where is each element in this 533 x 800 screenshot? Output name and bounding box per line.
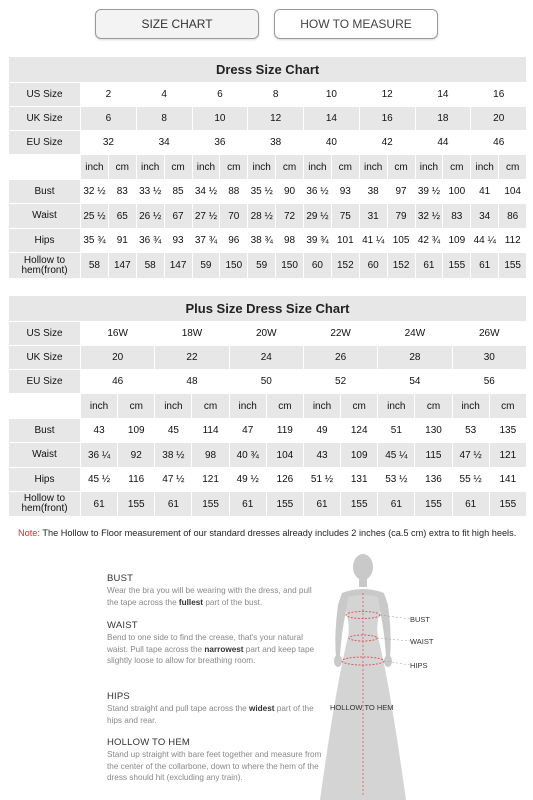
measure-row-waist bbox=[9, 443, 527, 468]
measure-bust-text: Wear the bra you will be wearing with the dress, and pull the tape across the fullest part of the bust. bbox=[107, 586, 312, 607]
measure-cell: 35 ¾ bbox=[81, 229, 109, 253]
figure-waist-label: WAIST bbox=[410, 637, 434, 646]
eu-size-cell: 34 bbox=[136, 131, 192, 155]
uk-size-label: UK Size bbox=[9, 346, 81, 370]
measure-cell: 61 bbox=[81, 492, 118, 517]
measure-cell: 49 ½ bbox=[229, 468, 266, 492]
us-size-cell: 2 bbox=[81, 83, 137, 107]
tab-size-chart[interactable]: SIZE CHART bbox=[95, 9, 259, 39]
measure-cell: 72 bbox=[276, 204, 304, 229]
uk-size-cell: 14 bbox=[304, 107, 360, 131]
uk-size-cell: 30 bbox=[452, 346, 526, 370]
figure-hollow-label: HOLLOW TO HEM bbox=[330, 703, 394, 712]
uk-size-cell: 16 bbox=[359, 107, 415, 131]
measure-cell: 83 bbox=[443, 204, 471, 229]
measure-bust-title: BUST bbox=[107, 573, 134, 584]
measure-cell: 31 bbox=[359, 204, 387, 229]
unit-inch: inch bbox=[303, 394, 340, 419]
measure-cell: 155 bbox=[266, 492, 303, 517]
unit-cm: cm bbox=[266, 394, 303, 419]
us-size-cell: 4 bbox=[136, 83, 192, 107]
measure-cell: 155 bbox=[341, 492, 378, 517]
measure-cell: 70 bbox=[220, 204, 248, 229]
measure-cell: 97 bbox=[387, 180, 415, 204]
measure-cell: 114 bbox=[192, 419, 229, 443]
uk-size-cell: 24 bbox=[229, 346, 303, 370]
chart-title-row bbox=[9, 57, 527, 83]
measure-cell: 32 ½ bbox=[81, 180, 109, 204]
measure-cell: 93 bbox=[164, 229, 192, 253]
measure-row-label: Hollow to hem(front) bbox=[9, 492, 81, 517]
measure-cell: 104 bbox=[499, 180, 527, 204]
measure-hips bbox=[107, 691, 322, 726]
unit-cm: cm bbox=[276, 155, 304, 180]
measure-cell: 43 bbox=[303, 443, 340, 468]
measure-cell: 155 bbox=[192, 492, 229, 517]
measure-cell: 101 bbox=[331, 229, 359, 253]
measure-row-hollow bbox=[9, 492, 527, 517]
us-size-cell: 8 bbox=[248, 83, 304, 107]
uk-size-cell: 28 bbox=[378, 346, 452, 370]
measure-cell: 85 bbox=[164, 180, 192, 204]
unit-row bbox=[9, 394, 527, 419]
measure-row-label: Waist bbox=[9, 443, 81, 468]
eu-size-cell: 32 bbox=[81, 131, 137, 155]
eu-size-cell: 42 bbox=[359, 131, 415, 155]
us-size-cell: 14 bbox=[415, 83, 471, 107]
measure-cell: 37 ¾ bbox=[192, 229, 220, 253]
measure-cell: 51 bbox=[378, 419, 415, 443]
us-size-row bbox=[9, 83, 527, 107]
measure-row-label: Waist bbox=[9, 204, 81, 229]
measure-cell: 43 bbox=[81, 419, 118, 443]
measure-cell: 47 bbox=[229, 419, 266, 443]
unit-inch: inch bbox=[192, 155, 220, 180]
measure-cell: 136 bbox=[415, 468, 452, 492]
measure-cell: 119 bbox=[266, 419, 303, 443]
measure-cell: 155 bbox=[489, 492, 526, 517]
measure-hips-title: HIPS bbox=[107, 691, 130, 702]
measure-row-label: Hollow to hem(front) bbox=[9, 253, 81, 279]
measure-cell: 75 bbox=[331, 204, 359, 229]
unit-corner bbox=[9, 155, 81, 180]
us-size-label: US Size bbox=[9, 83, 81, 107]
measure-row-bust bbox=[9, 419, 527, 443]
measure-cell: 35 ½ bbox=[248, 180, 276, 204]
measure-cell: 88 bbox=[220, 180, 248, 204]
measure-cell: 55 ½ bbox=[452, 468, 489, 492]
plus-size-chart bbox=[8, 295, 527, 517]
note-label: Note: bbox=[18, 528, 40, 538]
uk-size-cell: 20 bbox=[81, 346, 155, 370]
measure-cell: 45 ¼ bbox=[378, 443, 415, 468]
us-size-cell: 10 bbox=[304, 83, 360, 107]
measure-cell: 96 bbox=[220, 229, 248, 253]
measure-cell: 61 bbox=[452, 492, 489, 517]
measure-cell: 100 bbox=[443, 180, 471, 204]
measure-cell: 45 ½ bbox=[81, 468, 118, 492]
us-size-label: US Size bbox=[9, 322, 81, 346]
measure-waist-text: Bend to one side to find the crease, that's your natural waist. Pull tape across the narrowest part and keep tape slightly loose to allow for breathing room. bbox=[107, 633, 315, 665]
measure-row-label: Hips bbox=[9, 468, 81, 492]
measure-row-hips bbox=[9, 468, 527, 492]
unit-inch: inch bbox=[136, 155, 164, 180]
us-size-cell: 18W bbox=[155, 322, 229, 346]
note-text bbox=[18, 528, 516, 538]
measure-cell: 155 bbox=[499, 253, 527, 279]
measure-cell: 126 bbox=[266, 468, 303, 492]
eu-size-cell: 46 bbox=[81, 370, 155, 394]
unit-cm: cm bbox=[387, 155, 415, 180]
measure-cell: 53 ½ bbox=[378, 468, 415, 492]
measure-cell: 34 bbox=[471, 204, 499, 229]
unit-cm: cm bbox=[443, 155, 471, 180]
eu-size-cell: 44 bbox=[415, 131, 471, 155]
eu-size-row bbox=[9, 131, 527, 155]
chart-title-row bbox=[9, 296, 527, 322]
unit-inch: inch bbox=[415, 155, 443, 180]
measure-cell: 29 ½ bbox=[304, 204, 332, 229]
measure-row-label: Bust bbox=[9, 180, 81, 204]
eu-size-cell: 50 bbox=[229, 370, 303, 394]
measure-cell: 40 ¾ bbox=[229, 443, 266, 468]
us-size-cell: 16 bbox=[471, 83, 527, 107]
measure-cell: 39 ¾ bbox=[304, 229, 332, 253]
measure-row-label: Hips bbox=[9, 229, 81, 253]
measure-cell: 109 bbox=[341, 443, 378, 468]
unit-inch: inch bbox=[304, 155, 332, 180]
unit-cm: cm bbox=[499, 155, 527, 180]
uk-size-cell: 20 bbox=[471, 107, 527, 131]
measure-cell: 155 bbox=[118, 492, 155, 517]
chart-title: Plus Size Dress Size Chart bbox=[9, 296, 527, 322]
measure-cell: 25 ½ bbox=[81, 204, 109, 229]
measure-cell: 61 bbox=[378, 492, 415, 517]
measure-cell: 27 ½ bbox=[192, 204, 220, 229]
measure-cell: 36 ¼ bbox=[81, 443, 118, 468]
dress-size-chart bbox=[8, 56, 527, 279]
unit-row bbox=[9, 155, 527, 180]
measure-row-hips bbox=[9, 229, 527, 253]
measure-cell: 33 ½ bbox=[136, 180, 164, 204]
unit-cm: cm bbox=[331, 155, 359, 180]
measure-cell: 112 bbox=[499, 229, 527, 253]
measure-cell: 26 ½ bbox=[136, 204, 164, 229]
measure-row-waist bbox=[9, 204, 527, 229]
measure-cell: 41 ¼ bbox=[359, 229, 387, 253]
measure-cell: 47 ½ bbox=[452, 443, 489, 468]
uk-size-cell: 18 bbox=[415, 107, 471, 131]
measure-cell: 65 bbox=[108, 204, 136, 229]
measure-hollow-to-hem bbox=[107, 737, 322, 784]
eu-size-cell: 54 bbox=[378, 370, 452, 394]
measure-cell: 42 ¾ bbox=[415, 229, 443, 253]
unit-corner bbox=[9, 394, 81, 419]
unit-cm: cm bbox=[415, 394, 452, 419]
uk-size-cell: 10 bbox=[192, 107, 248, 131]
measure-cell: 60 bbox=[359, 253, 387, 279]
measure-cell: 61 bbox=[415, 253, 443, 279]
eu-size-cell: 40 bbox=[304, 131, 360, 155]
measure-cell: 121 bbox=[192, 468, 229, 492]
unit-cm: cm bbox=[164, 155, 192, 180]
uk-size-cell: 8 bbox=[136, 107, 192, 131]
measure-cell: 155 bbox=[443, 253, 471, 279]
unit-inch: inch bbox=[471, 155, 499, 180]
measure-bust bbox=[107, 573, 322, 608]
measure-cell: 98 bbox=[276, 229, 304, 253]
us-size-cell: 12 bbox=[359, 83, 415, 107]
measure-cell: 115 bbox=[415, 443, 452, 468]
measure-cell: 47 ½ bbox=[155, 468, 192, 492]
measure-cell: 38 bbox=[359, 180, 387, 204]
unit-cm: cm bbox=[108, 155, 136, 180]
measure-cell: 45 bbox=[155, 419, 192, 443]
us-size-row bbox=[9, 322, 527, 346]
measure-cell: 51 ½ bbox=[303, 468, 340, 492]
uk-size-cell: 22 bbox=[155, 346, 229, 370]
measure-cell: 86 bbox=[499, 204, 527, 229]
us-size-cell: 24W bbox=[378, 322, 452, 346]
measure-cell: 141 bbox=[489, 468, 526, 492]
uk-size-cell: 6 bbox=[81, 107, 137, 131]
measure-waist bbox=[107, 620, 322, 667]
measure-cell: 150 bbox=[276, 253, 304, 279]
eu-size-cell: 46 bbox=[471, 131, 527, 155]
measure-cell: 36 ½ bbox=[304, 180, 332, 204]
dress-figure bbox=[318, 545, 468, 800]
figure-bust-label: BUST bbox=[410, 615, 431, 624]
chart-title: Dress Size Chart bbox=[9, 57, 527, 83]
measure-cell: 53 bbox=[452, 419, 489, 443]
measure-cell: 79 bbox=[387, 204, 415, 229]
measure-cell: 58 bbox=[136, 253, 164, 279]
measure-cell: 130 bbox=[415, 419, 452, 443]
unit-inch: inch bbox=[155, 394, 192, 419]
unit-inch: inch bbox=[81, 394, 118, 419]
unit-cm: cm bbox=[220, 155, 248, 180]
measure-cell: 124 bbox=[341, 419, 378, 443]
note-body: The Hollow to Floor measurement of our standard dresses already includes 2 inches (ca.5 cm) extra to fit high heels. bbox=[39, 528, 517, 538]
measure-row-label: Bust bbox=[9, 419, 81, 443]
measure-cell: 93 bbox=[331, 180, 359, 204]
measure-waist-title: WAIST bbox=[107, 620, 138, 631]
measure-cell: 59 bbox=[248, 253, 276, 279]
measure-cell: 155 bbox=[415, 492, 452, 517]
unit-inch: inch bbox=[248, 155, 276, 180]
measure-cell: 152 bbox=[387, 253, 415, 279]
measure-cell: 105 bbox=[387, 229, 415, 253]
measure-cell: 28 ½ bbox=[248, 204, 276, 229]
eu-size-row bbox=[9, 370, 527, 394]
measure-cell: 32 ½ bbox=[415, 204, 443, 229]
uk-size-label: UK Size bbox=[9, 107, 81, 131]
measure-cell: 61 bbox=[471, 253, 499, 279]
measure-cell: 91 bbox=[108, 229, 136, 253]
measure-cell: 135 bbox=[489, 419, 526, 443]
tab-bar bbox=[0, 9, 533, 39]
measure-cell: 104 bbox=[266, 443, 303, 468]
measure-cell: 83 bbox=[108, 180, 136, 204]
eu-size-cell: 48 bbox=[155, 370, 229, 394]
measure-cell: 116 bbox=[118, 468, 155, 492]
eu-size-cell: 56 bbox=[452, 370, 526, 394]
us-size-cell: 20W bbox=[229, 322, 303, 346]
measure-cell: 121 bbox=[489, 443, 526, 468]
us-size-cell: 26W bbox=[452, 322, 526, 346]
eu-size-label: EU Size bbox=[9, 131, 81, 155]
eu-size-cell: 38 bbox=[248, 131, 304, 155]
measure-row-hollow bbox=[9, 253, 527, 279]
measure-cell: 59 bbox=[192, 253, 220, 279]
measure-cell: 41 bbox=[471, 180, 499, 204]
unit-cm: cm bbox=[118, 394, 155, 419]
unit-inch: inch bbox=[81, 155, 109, 180]
measure-cell: 109 bbox=[118, 419, 155, 443]
measure-cell: 36 ¾ bbox=[136, 229, 164, 253]
measure-cell: 61 bbox=[155, 492, 192, 517]
figure-hips-label: HIPS bbox=[410, 661, 428, 670]
unit-inch: inch bbox=[378, 394, 415, 419]
uk-size-cell: 26 bbox=[303, 346, 377, 370]
measure-cell: 39 ½ bbox=[415, 180, 443, 204]
unit-cm: cm bbox=[192, 394, 229, 419]
eu-size-label: EU Size bbox=[9, 370, 81, 394]
measure-cell: 67 bbox=[164, 204, 192, 229]
tab-how-to-measure[interactable]: HOW TO MEASURE bbox=[274, 9, 438, 39]
measure-row-bust bbox=[9, 180, 527, 204]
eu-size-cell: 52 bbox=[303, 370, 377, 394]
measure-cell: 38 ½ bbox=[155, 443, 192, 468]
eu-size-cell: 36 bbox=[192, 131, 248, 155]
measure-cell: 61 bbox=[229, 492, 266, 517]
uk-size-row bbox=[9, 346, 527, 370]
measure-cell: 90 bbox=[276, 180, 304, 204]
measure-cell: 109 bbox=[443, 229, 471, 253]
unit-inch: inch bbox=[359, 155, 387, 180]
measure-hollow-title: HOLLOW TO HEM bbox=[107, 737, 191, 748]
measure-cell: 44 ¼ bbox=[471, 229, 499, 253]
unit-inch: inch bbox=[229, 394, 266, 419]
us-size-cell: 16W bbox=[81, 322, 155, 346]
measure-cell: 38 ¾ bbox=[248, 229, 276, 253]
measure-cell: 147 bbox=[108, 253, 136, 279]
unit-inch: inch bbox=[452, 394, 489, 419]
measure-hollow-text: Stand up straight with bare feet together and measure from the center of the collarbone, down to where the hem of the dress should hit (excluding any train). bbox=[107, 750, 322, 782]
measure-cell: 92 bbox=[118, 443, 155, 468]
measure-cell: 131 bbox=[341, 468, 378, 492]
measure-cell: 152 bbox=[331, 253, 359, 279]
measure-cell: 34 ½ bbox=[192, 180, 220, 204]
measure-cell: 147 bbox=[164, 253, 192, 279]
measure-cell: 61 bbox=[303, 492, 340, 517]
uk-size-row bbox=[9, 107, 527, 131]
dress-silhouette-icon bbox=[318, 545, 468, 800]
measure-cell: 58 bbox=[81, 253, 109, 279]
measure-cell: 49 bbox=[303, 419, 340, 443]
unit-cm: cm bbox=[341, 394, 378, 419]
measure-cell: 98 bbox=[192, 443, 229, 468]
unit-cm: cm bbox=[489, 394, 526, 419]
measure-hips-text: Stand straight and pull tape across the widest part of the hips and rear. bbox=[107, 704, 314, 725]
measure-cell: 60 bbox=[304, 253, 332, 279]
uk-size-cell: 12 bbox=[248, 107, 304, 131]
us-size-cell: 22W bbox=[303, 322, 377, 346]
us-size-cell: 6 bbox=[192, 83, 248, 107]
measure-cell: 150 bbox=[220, 253, 248, 279]
